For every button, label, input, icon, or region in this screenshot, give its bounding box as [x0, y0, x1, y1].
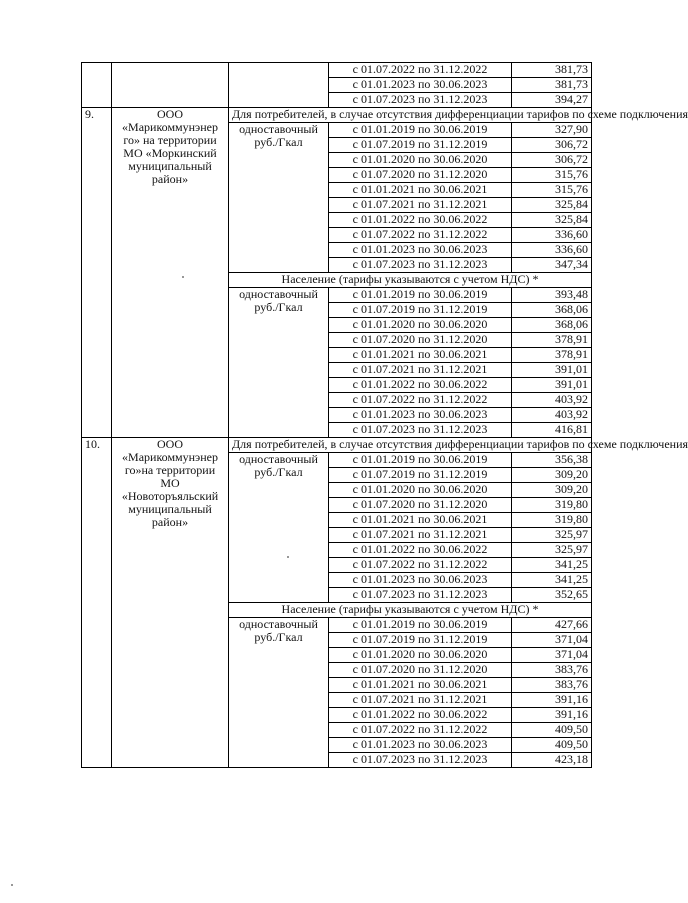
value-cell: 409,50: [512, 738, 592, 753]
value-cell: 315,76: [512, 168, 592, 183]
period-cell: с 01.01.2020 по 30.06.2020: [329, 153, 512, 168]
period-cell: с 01.07.2023 по 31.12.2023: [329, 423, 512, 438]
period-cell: с 01.01.2022 по 30.06.2022: [329, 213, 512, 228]
text-line: район»: [151, 515, 189, 529]
value-cell: 315,76: [512, 183, 592, 198]
value-cell: 423,18: [512, 753, 592, 768]
value-cell: 383,76: [512, 678, 592, 693]
org-name: [112, 108, 229, 438]
period-cell: с 01.07.2022 по 31.12.2022: [329, 228, 512, 243]
value-cell: 383,76: [512, 663, 592, 678]
period-cell: с 01.01.2023 по 30.06.2023: [329, 408, 512, 423]
value-cell: 347,34: [512, 258, 592, 273]
period-cell: с 01.01.2023 по 30.06.2023: [329, 78, 512, 93]
cell-tariff-empty: [229, 63, 329, 108]
value-cell: 416,81: [512, 423, 592, 438]
value-cell: 336,60: [512, 243, 592, 258]
text-line: го»на территории: [124, 463, 216, 477]
period-cell: с 01.07.2023 по 31.12.2023: [329, 258, 512, 273]
period-cell: с 01.07.2023 по 31.12.2023: [329, 588, 512, 603]
value-cell: 393,48: [512, 288, 592, 303]
value-cell: 391,01: [512, 378, 592, 393]
period-cell: с 01.01.2019 по 30.06.2019: [329, 123, 512, 138]
value-cell: 336,60: [512, 228, 592, 243]
text-line: «Новоторъяльский: [121, 489, 219, 503]
value-cell: 327,90: [512, 123, 592, 138]
period-cell: с 01.07.2021 по 31.12.2021: [329, 363, 512, 378]
scan-speck: [287, 556, 289, 558]
period-cell: с 01.01.2022 по 30.06.2022: [329, 708, 512, 723]
period-cell: с 01.07.2019 по 31.12.2019: [329, 303, 512, 318]
value-cell: 391,01: [512, 363, 592, 378]
period-cell: с 01.01.2022 по 30.06.2022: [329, 378, 512, 393]
period-cell: с 01.07.2022 по 31.12.2022: [329, 63, 512, 78]
text-line: одноставочный: [239, 617, 318, 631]
text-line: ООО: [157, 107, 183, 121]
text-line: одноставочный: [239, 287, 318, 301]
text-line: одноставочный: [239, 452, 318, 466]
period-cell: с 01.07.2020 по 31.12.2020: [329, 333, 512, 348]
table-row: [82, 63, 592, 78]
period-cell: с 01.07.2019 по 31.12.2019: [329, 138, 512, 153]
tariff-type: [229, 453, 329, 603]
value-cell: 341,25: [512, 558, 592, 573]
value-cell: 403,92: [512, 393, 592, 408]
value-cell: 391,16: [512, 708, 592, 723]
value-cell: 371,04: [512, 648, 592, 663]
text-line: МО «Моркинский: [123, 146, 217, 160]
cell-number-empty: [82, 63, 112, 108]
value-cell: 319,80: [512, 498, 592, 513]
text-line: руб./Гкал: [254, 465, 303, 479]
value-cell: 325,84: [512, 213, 592, 228]
value-cell: 394,27: [512, 93, 592, 108]
period-cell: с 01.07.2021 по 31.12.2021: [329, 198, 512, 213]
period-cell: с 01.01.2021 по 30.06.2021: [329, 678, 512, 693]
value-cell: 325,97: [512, 543, 592, 558]
text-line: муниципальный: [128, 159, 212, 173]
group-header-row: [82, 108, 592, 123]
cell-org-empty: [112, 63, 229, 108]
period-cell: с 01.07.2020 по 31.12.2020: [329, 663, 512, 678]
tariff-table-body: [82, 62, 688, 768]
value-cell: 368,06: [512, 318, 592, 333]
period-cell: с 01.01.2019 по 30.06.2019: [329, 288, 512, 303]
period-cell: с 01.07.2023 по 31.12.2023: [329, 93, 512, 108]
text-line: го» на территории: [123, 133, 217, 147]
value-cell: 352,65: [512, 588, 592, 603]
value-cell: 319,80: [512, 513, 592, 528]
text-line: руб./Гкал: [254, 300, 303, 314]
value-cell: 378,91: [512, 333, 592, 348]
period-cell: с 01.01.2020 по 30.06.2020: [329, 318, 512, 333]
value-cell: 306,72: [512, 153, 592, 168]
scan-speck: [11, 884, 13, 886]
period-cell: с 01.01.2023 по 30.06.2023: [329, 738, 512, 753]
value-cell: 381,73: [512, 78, 592, 93]
text-line: МО: [160, 476, 180, 490]
period-cell: с 01.07.2021 по 31.12.2021: [329, 528, 512, 543]
value-cell: 309,20: [512, 468, 592, 483]
group-header: Для потребителей, в случае отсутствия дифференциации тарифов по схеме подключения: [229, 108, 592, 123]
period-cell: с 01.07.2022 по 31.12.2022: [329, 393, 512, 408]
scan-speck: [182, 276, 184, 278]
period-cell: с 01.07.2022 по 31.12.2022: [329, 723, 512, 738]
period-cell: с 01.01.2021 по 30.06.2021: [329, 348, 512, 363]
group-header-row: [82, 438, 592, 453]
period-cell: с 01.01.2023 по 30.06.2023: [329, 573, 512, 588]
period-cell: с 01.01.2019 по 30.06.2019: [329, 453, 512, 468]
period-cell: с 01.07.2022 по 31.12.2022: [329, 558, 512, 573]
period-cell: с 01.07.2019 по 31.12.2019: [329, 633, 512, 648]
period-cell: с 01.01.2020 по 30.06.2020: [329, 483, 512, 498]
period-cell: с 01.01.2022 по 30.06.2022: [329, 543, 512, 558]
value-cell: 371,04: [512, 633, 592, 648]
value-cell: 306,72: [512, 138, 592, 153]
period-cell: с 01.07.2020 по 31.12.2020: [329, 498, 512, 513]
value-cell: 381,73: [512, 63, 592, 78]
text-line: руб./Гкал: [254, 135, 303, 149]
value-cell: 356,38: [512, 453, 592, 468]
text-line: «Марикоммунэнер: [122, 450, 218, 464]
section-number: 10.: [82, 438, 112, 768]
tariff-type: [229, 618, 329, 768]
period-cell: с 01.01.2021 по 30.06.2021: [329, 183, 512, 198]
text-line: район»: [151, 172, 189, 186]
period-cell: с 01.01.2023 по 30.06.2023: [329, 243, 512, 258]
group-header: Население (тарифы указываются с учетом НДС) *: [229, 603, 592, 618]
period-cell: с 01.07.2021 по 31.12.2021: [329, 693, 512, 708]
group-header: Население (тарифы указываются с учетом НДС) *: [229, 273, 592, 288]
value-cell: 378,91: [512, 348, 592, 363]
value-cell: 403,92: [512, 408, 592, 423]
org-name: [112, 438, 229, 768]
period-cell: с 01.07.2023 по 31.12.2023: [329, 753, 512, 768]
text-line: «Марикоммунэнер: [122, 120, 218, 134]
group-header: Для потребителей, в случае отсутствия дифференциации тарифов по схеме подключения: [229, 438, 592, 453]
text-line: муниципальный: [128, 502, 212, 516]
tariff-table: [81, 62, 688, 768]
tariff-type: [229, 123, 329, 273]
value-cell: 409,50: [512, 723, 592, 738]
value-cell: 427,66: [512, 618, 592, 633]
text-line: одноставочный: [239, 122, 318, 136]
period-cell: с 01.01.2019 по 30.06.2019: [329, 618, 512, 633]
value-cell: 391,16: [512, 693, 592, 708]
period-cell: с 01.07.2020 по 31.12.2020: [329, 168, 512, 183]
section-number: 9.: [82, 108, 112, 438]
tariff-type: [229, 288, 329, 438]
value-cell: 309,20: [512, 483, 592, 498]
period-cell: с 01.07.2019 по 31.12.2019: [329, 468, 512, 483]
text-line: ООО: [157, 437, 183, 451]
period-cell: с 01.01.2021 по 30.06.2021: [329, 513, 512, 528]
value-cell: 325,84: [512, 198, 592, 213]
value-cell: 325,97: [512, 528, 592, 543]
text-line: руб./Гкал: [254, 630, 303, 644]
value-cell: 341,25: [512, 573, 592, 588]
value-cell: 368,06: [512, 303, 592, 318]
period-cell: с 01.01.2020 по 30.06.2020: [329, 648, 512, 663]
